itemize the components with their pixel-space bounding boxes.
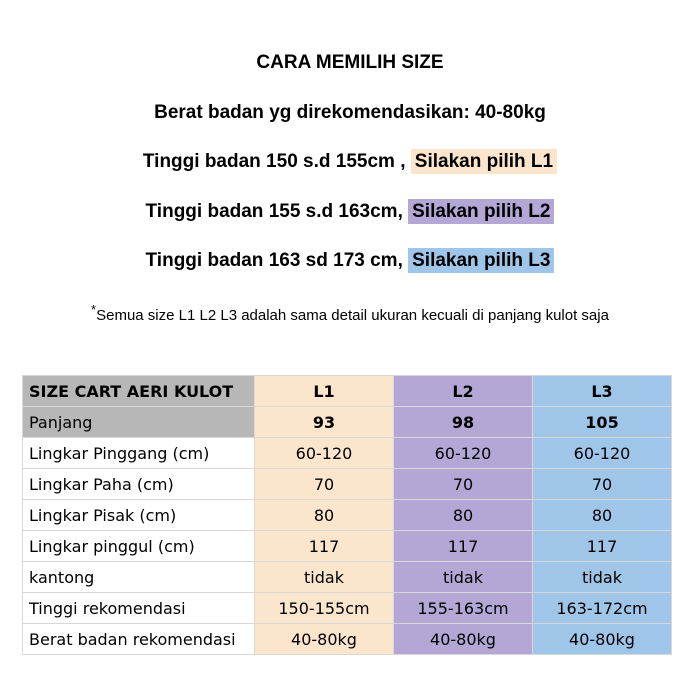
table-row <box>23 562 672 593</box>
recommendation-l3 <box>0 250 700 272</box>
size-cell: 117 <box>394 531 533 562</box>
size-cell: 70 <box>394 469 533 500</box>
size-cell: 105 <box>533 407 672 438</box>
size-cell: 80 <box>255 500 394 531</box>
page-title: CARA MEMILIH SIZE <box>256 52 444 73</box>
weight-recommendation: Berat badan yg direkomendasikan: 40-80kg <box>154 102 546 123</box>
size-cell: 80 <box>533 500 672 531</box>
table-row <box>23 531 672 562</box>
size-cell: 150-155cm <box>255 593 394 624</box>
size-cell: L1 <box>255 376 394 407</box>
row-label: Tinggi rekomendasi <box>23 593 255 624</box>
rec-highlight-l2: Silakan pilih L2 <box>408 199 554 224</box>
row-label: SIZE CART AERI KULOT <box>23 376 255 407</box>
table-row <box>23 500 672 531</box>
rec-highlight-l1: Silakan pilih L1 <box>411 149 557 174</box>
size-cell: L2 <box>394 376 533 407</box>
row-label: Lingkar Paha (cm) <box>23 469 255 500</box>
note-star: * <box>91 302 97 317</box>
size-cell: 93 <box>255 407 394 438</box>
rec-highlight-l3: Silakan pilih L3 <box>408 248 554 273</box>
rec-text: Tinggi badan 150 s.d 155cm , <box>142 151 411 172</box>
size-cell: 70 <box>533 469 672 500</box>
size-cell: L3 <box>533 376 672 407</box>
table-row <box>23 593 672 624</box>
size-cell: tidak <box>394 562 533 593</box>
rec-text: Tinggi badan 155 s.d 163cm, <box>145 201 409 222</box>
size-cell: 60-120 <box>394 438 533 469</box>
row-label: Berat badan rekomendasi <box>23 624 255 655</box>
size-cell: 40-80kg <box>533 624 672 655</box>
size-cell: 70 <box>255 469 394 500</box>
recommendation-l2 <box>0 201 700 223</box>
row-label: Lingkar Pinggang (cm) <box>23 438 255 469</box>
size-cell: tidak <box>533 562 672 593</box>
size-chart-table <box>22 375 672 655</box>
size-cell: 155-163cm <box>394 593 533 624</box>
size-note <box>0 302 700 324</box>
recommendation-l1 <box>0 151 700 173</box>
size-cell: 40-80kg <box>394 624 533 655</box>
size-cell: 60-120 <box>255 438 394 469</box>
row-label: Panjang <box>23 407 255 438</box>
note-text: Semua size L1 L2 L3 adalah sama detail ukuran kecuali di panjang kulot saja <box>96 307 609 324</box>
row-label: Lingkar pinggul (cm) <box>23 531 255 562</box>
row-label: Lingkar Pisak (cm) <box>23 500 255 531</box>
table-row <box>23 624 672 655</box>
rec-text: Tinggi badan 163 sd 173 cm, <box>145 250 409 271</box>
size-cell: 98 <box>394 407 533 438</box>
table-row <box>23 407 672 438</box>
size-cell: tidak <box>255 562 394 593</box>
size-cell: 117 <box>533 531 672 562</box>
row-label: kantong <box>23 562 255 593</box>
size-cell: 80 <box>394 500 533 531</box>
size-cell: 40-80kg <box>255 624 394 655</box>
table-row <box>23 438 672 469</box>
table-header-row <box>23 376 672 407</box>
size-cell: 163-172cm <box>533 593 672 624</box>
size-cell: 117 <box>255 531 394 562</box>
size-cell: 60-120 <box>533 438 672 469</box>
table-row <box>23 469 672 500</box>
